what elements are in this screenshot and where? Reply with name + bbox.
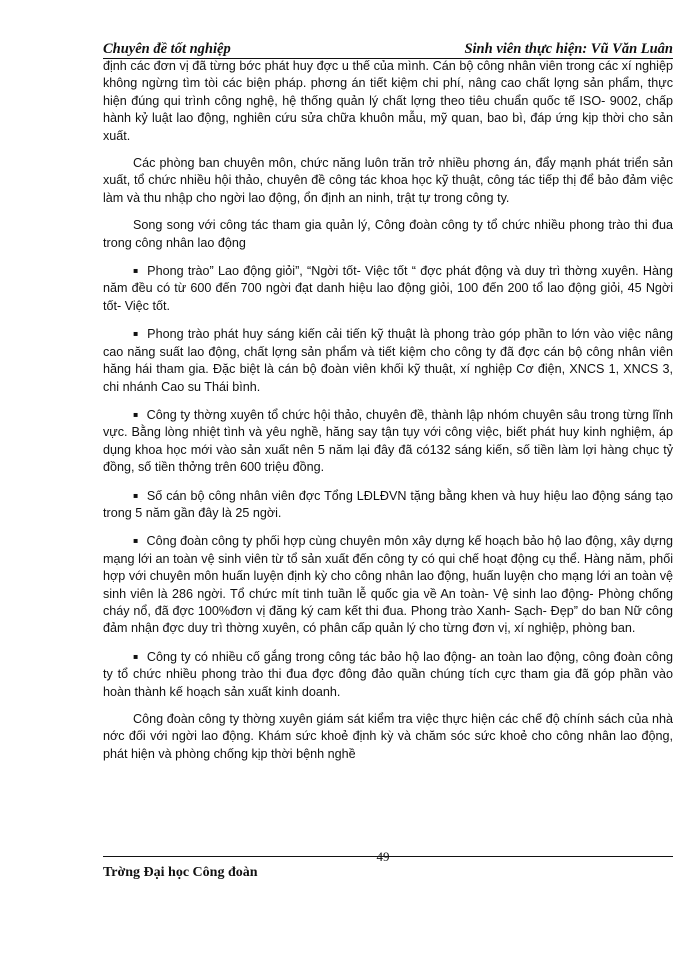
header-author: Sinh viên thực hiện: Vũ Văn Luân [464,41,673,57]
paragraph-text: Công ty có nhiều cố gắng trong công tác bảo hộ lao động- an toàn lao động, công đoàn công ty tổ chức nhiều phong trào thi đua đợc đông đảo quần chúng tích cực tham gia đã góp phần vào hoàn thành kế hoạch sản xuất kinh doanh. [103,649,673,699]
page-number: 49 [376,849,390,864]
paragraph [103,711,673,763]
paragraph [103,155,673,207]
bullet-paragraph [103,325,673,396]
paragraph [103,58,673,145]
bullet-icon: ▪ [133,266,140,276]
bullet-paragraph [103,406,673,477]
page-header [103,40,673,59]
paragraph-text: Các phòng ban chuyên môn, chức năng luôn trăn trở nhiều phơng án, đẩy mạnh phát triển sản xuất, tổ chức nhiều hội thảo, chuyên đề công tác khoa học kỹ thuật, công tác tiếp thị để bảo đảm việc làm và thu nhập cho ngời lao động, ổn định an ninh, trật tự trong công ty. [103,156,673,205]
paragraph-text: Công đoàn công ty thờng xuyên giám sát kiểm tra việc thực hiện các chế độ chính sách của nhà nớc đối với ngời lao động. Khám sức khoẻ định kỳ và chăm sóc sức khoẻ cho công nhân lao động, phát hiện và phòng chống kịp thời bệnh nghề [103,712,673,761]
paragraph-text: Song song với công tác tham gia quản lý, Công đoàn công ty tổ chức nhiều phong trào thi đua trong công nhân lao động [103,218,673,250]
paragraph-text: Công đoàn công ty phối hợp cùng chuyên môn xây dựng kế hoạch bảo hộ lao động, xây dựng mạng lới an toàn vệ sinh viên từ tổ sản xuất đến công ty có qui chế hoạt động cụ thể. Hàng năm, phối hợp với chuyên môn huấn luyện định kỳ cho công nhân lao động, huấn luyện cho mạng lới an toàn vệ sinh viên là 286 ngời. Tổ chức mít tinh tuần lễ quốc gia về An toàn- Vệ sinh lao động- Phòng chống cháy nổ, đã đợc 100%đơn vị đăng ký cam kết thi đua. Phong trào Xanh- Sạch- Đẹp” do ban Nữ công đảm nhận đợc duy trì thờng xuyên, có phân cấp quản lý cho từng đơn vị, xí nghiệp, phòng ban. [103,534,673,636]
bullet-paragraph [103,532,673,637]
page-footer [103,849,673,885]
paragraph-text: định các đơn vị đã từng bớc phát huy đợc u thế của mình. Cán bộ công nhân viên trong các xí nghiệp không ngừng tìm tòi các biện pháp. phơng án tiết kiệm chi phí, nâng cao chất lợng sản phẩm, thực hiện đúng qui trình công nghệ, hệ thống quản lý chất lợng theo tiêu chuẩn quốc tế ISO- 9002, chấp hành kỷ luật lao động, nghiên cứu sửa chữa khuôn mẫu, mỹ quan, bao bì, đáp ứng kịp thời cho sản xuất. [103,59,673,143]
bullet-icon: ▪ [133,536,139,546]
bullet-paragraph [103,648,673,701]
header-title: Chuyên đề tốt nghiệp [103,41,231,57]
paragraph-text: Công ty thờng xuyên tổ chức hội thảo, chuyên đề, thành lập nhóm chuyên sâu trong từng lĩnh vực. Bằng lòng nhiệt tình và yêu nghề, hăng say tận tụy với công việc, biết phát huy kinh nghiệm, áp dụng khoa học mới vào sản xuất nên 5 năm lại đây đã có132 sáng kiến, số tiền làm lợi hàng chục tỷ đồng, số tiền thởng trên 600 triệu đồng. [103,407,673,475]
footer-school: Trờng Đại học Công đoàn [103,865,258,880]
document-body [103,58,673,766]
paragraph [103,217,673,252]
bullet-icon: ▪ [133,651,139,661]
bullet-paragraph [103,487,673,523]
bullet-icon: ▪ [133,329,140,339]
bullet-icon: ▪ [133,409,139,419]
bullet-paragraph [103,262,673,315]
bullet-icon: ▪ [133,490,139,500]
paragraph-text: Phong trào” Lao động giỏi”, “Ngời tốt- Việc tốt “ đợc phát động và duy trì thờng xuyên. Hàng năm đều có từ 600 đến 700 ngời đạt danh hiệu lao động giỏi, 100 đến 200 tổ lao động giỏi, 45 Ngời tốt- Việc tốt. [103,264,674,313]
paragraph-text: Phong trào phát huy sáng kiến cải tiến kỹ thuật là phong trào góp phần to lớn vào việc nâng cao năng suất lao động, chất lợng sản phẩm và tiết kiệm cho công ty đã đợc cán bộ công nhân viên hăng hái tham gia. Đặc biệt là cán bộ đoàn viên khối kỹ thuật, xí nghiệp Cơ điện, XNCS 1, XNCS 3, chi nhánh Cao su Thái bình. [103,327,673,394]
paragraph-text: Số cán bộ công nhân viên đợc Tổng LĐLĐVN tặng bằng khen và huy hiệu lao động sáng tạo trong 5 năm gần đây là 25 ngời. [103,488,673,520]
